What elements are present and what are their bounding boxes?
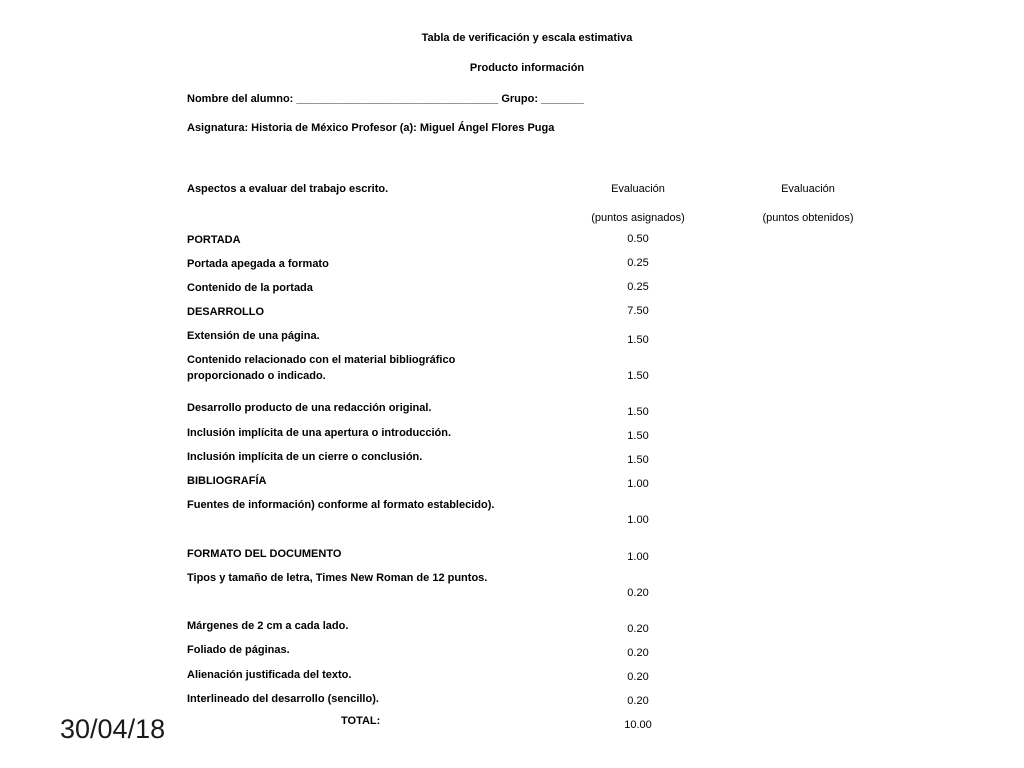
row-label: Extensión de una página. bbox=[187, 330, 320, 342]
aspect-column-header: Aspectos a evaluar del trabajo escrito. bbox=[187, 183, 389, 195]
row-points: 1.00 bbox=[627, 478, 649, 490]
document-subtitle: Producto información bbox=[469, 62, 585, 74]
points-obtained-header: (puntos obtenidos) bbox=[762, 212, 854, 224]
total-label: TOTAL: bbox=[341, 715, 381, 727]
row-label: Márgenes de 2 cm a cada lado. bbox=[187, 620, 349, 632]
row-label: Alienación justificada del texto. bbox=[187, 669, 352, 681]
eval-obtained-header: Evaluación bbox=[781, 183, 835, 195]
row-label: Tipos y tamaño de letra, Times New Roman de 12 puntos. bbox=[187, 572, 488, 584]
row-label: Foliado de páginas. bbox=[187, 644, 290, 656]
subject-line: Asignatura: Historia de México Profesor (a): Miguel Ángel Flores Puga bbox=[187, 122, 555, 134]
row-points: 0.20 bbox=[627, 623, 649, 635]
eval-assigned-header: Evaluación bbox=[611, 183, 665, 195]
row-points: 0.20 bbox=[627, 587, 649, 599]
points-assigned-header: (puntos asignados) bbox=[591, 212, 685, 224]
row-points: 1.50 bbox=[627, 334, 649, 346]
row-points: 0.20 bbox=[627, 647, 649, 659]
row-points: 0.25 bbox=[627, 257, 649, 269]
row-points: 0.25 bbox=[627, 281, 649, 293]
row-points: 1.50 bbox=[627, 430, 649, 442]
slide-date: 30/04/18 bbox=[60, 714, 166, 744]
row-label: Contenido relacionado con el material bibliográfico proporcionado o indicado. bbox=[187, 354, 456, 382]
student-name-line: Nombre del alumno: _________________________________ Grupo: _______ bbox=[187, 93, 584, 105]
row-points: 1.50 bbox=[627, 370, 649, 382]
row-label: BIBLIOGRAFÍA bbox=[187, 475, 267, 487]
row-points: 0.20 bbox=[627, 671, 649, 683]
row-label: DESARROLLO bbox=[187, 306, 264, 318]
row-label: Inclusión implícita de una apertura o introducción. bbox=[187, 427, 452, 439]
row-label: Portada apegada a formato bbox=[187, 258, 329, 270]
row-points: 1.00 bbox=[627, 551, 649, 563]
row-label: Contenido de la portada bbox=[187, 282, 313, 294]
row-points: 1.00 bbox=[627, 514, 649, 526]
row-points: 1.50 bbox=[627, 406, 649, 418]
row-label: Interlineado del desarrollo (sencillo). bbox=[187, 693, 379, 705]
row-label: Fuentes de información) conforme al formato establecido). bbox=[187, 499, 495, 511]
row-label: Inclusión implícita de un cierre o conclusión. bbox=[187, 451, 423, 463]
row-points: 0.50 bbox=[627, 233, 649, 245]
row-points: 1.50 bbox=[627, 454, 649, 466]
row-points: 0.20 bbox=[627, 695, 649, 707]
row-points: 7.50 bbox=[627, 305, 649, 317]
row-label: FORMATO DEL DOCUMENTO bbox=[187, 548, 342, 560]
row-label: PORTADA bbox=[187, 234, 241, 246]
document-title: Tabla de verificación y escala estimativa bbox=[421, 32, 633, 44]
row-label: Desarrollo producto de una redacción original. bbox=[187, 402, 432, 414]
total-value: 10.00 bbox=[624, 719, 652, 731]
